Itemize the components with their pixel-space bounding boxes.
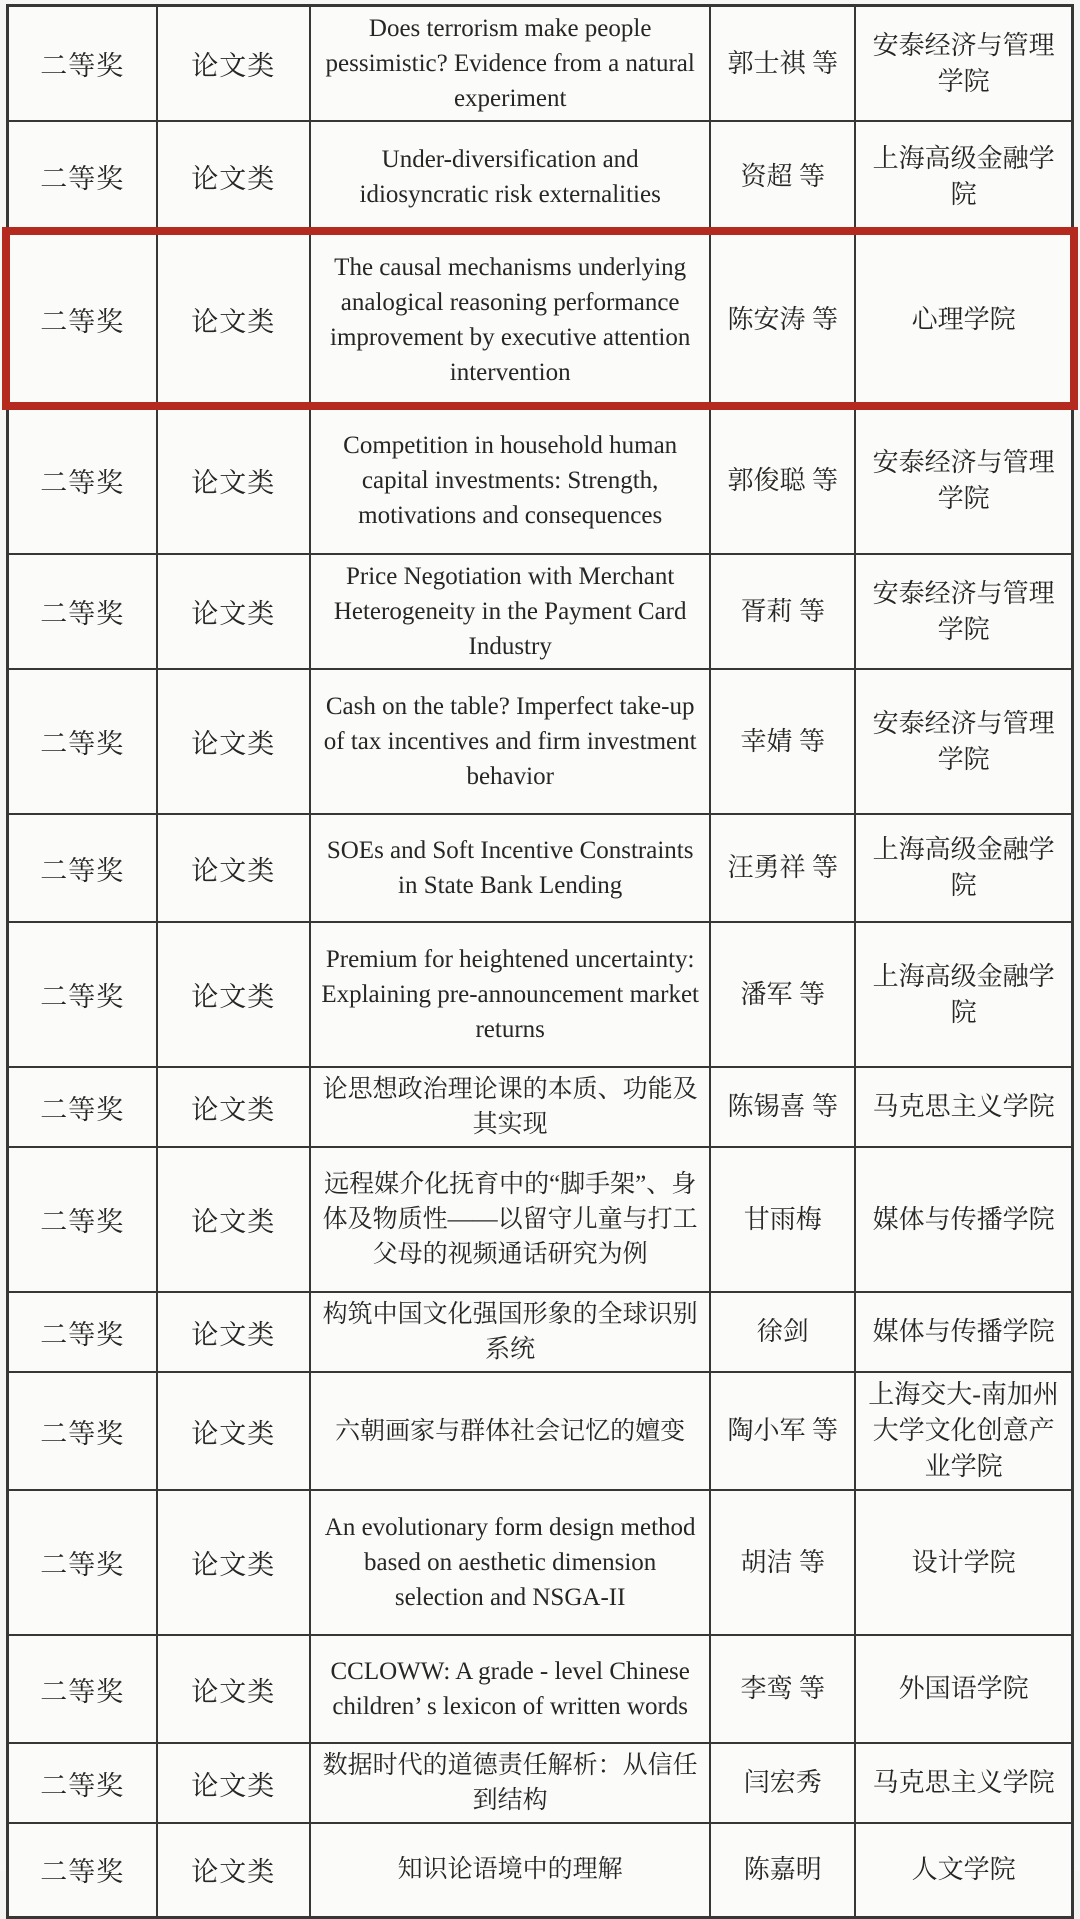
category-cell: 论文类 [157,922,310,1067]
college-cell: 安泰经济与管理学院 [855,6,1072,122]
table-row [8,1823,1073,1917]
title-cell: Price Negotiation with Merchant Heterogeneity in the Payment Card Industry [310,554,710,669]
award-cell: 二等奖 [8,554,157,669]
authors-cell: 甘雨梅 [710,1147,855,1292]
authors-cell: 李鸾 等 [710,1635,855,1743]
title-cell: An evolutionary form design method based on aesthetic dimension selection and NSGA-II [310,1490,710,1635]
title-cell: 知识论语境中的理解 [310,1823,710,1917]
college-cell: 人文学院 [855,1823,1072,1917]
authors-cell: 陶小军 等 [710,1372,855,1490]
category-cell: 论文类 [157,1067,310,1147]
award-cell: 二等奖 [8,232,157,407]
award-cell: 二等奖 [8,1372,157,1490]
table-row [8,121,1073,232]
award-cell: 二等奖 [8,1635,157,1743]
award-cell: 二等奖 [8,6,157,122]
table-row [8,814,1073,922]
title-cell: The causal mechanisms underlying analogical reasoning performance improvement by executive attention intervention [310,232,710,407]
table-row [8,232,1073,407]
title-cell: 构筑中国文化强国形象的全球识别系统 [310,1292,710,1372]
college-cell: 上海高级金融学院 [855,121,1072,232]
title-cell: Premium for heightened uncertainty: Explaining pre-announcement market returns [310,922,710,1067]
award-cell: 二等奖 [8,1292,157,1372]
college-cell: 安泰经济与管理学院 [855,669,1072,814]
table-row [8,669,1073,814]
authors-cell: 陈安涛 等 [710,232,855,407]
awards-table [6,4,1074,1919]
award-cell: 二等奖 [8,1490,157,1635]
table-row [8,922,1073,1067]
college-cell: 上海交大-南加州大学文化创意产业学院 [855,1372,1072,1490]
college-cell: 上海高级金融学院 [855,814,1072,922]
college-cell: 心理学院 [855,232,1072,407]
title-cell: Cash on the table? Imperfect take-up of tax incentives and firm investment behavior [310,669,710,814]
title-cell: 数据时代的道德责任解析：从信任到结构 [310,1743,710,1823]
authors-cell: 郭士祺 等 [710,6,855,122]
category-cell: 论文类 [157,669,310,814]
authors-cell: 陈嘉明 [710,1823,855,1917]
award-cell: 二等奖 [8,1743,157,1823]
authors-cell: 潘军 等 [710,922,855,1067]
category-cell: 论文类 [157,1372,310,1490]
title-cell: Under-diversification and idiosyncratic risk externalities [310,121,710,232]
award-cell: 二等奖 [8,669,157,814]
category-cell: 论文类 [157,1823,310,1917]
award-cell: 二等奖 [8,922,157,1067]
table-row [8,1292,1073,1372]
college-cell: 媒体与传播学院 [855,1292,1072,1372]
table-row [8,1490,1073,1635]
category-cell: 论文类 [157,1147,310,1292]
authors-cell: 资超 等 [710,121,855,232]
category-cell: 论文类 [157,6,310,122]
college-cell: 马克思主义学院 [855,1743,1072,1823]
authors-cell: 汪勇祥 等 [710,814,855,922]
title-cell: Competition in household human capital investments: Strength, motivations and consequences [310,407,710,554]
title-cell: Does terrorism make people pessimistic? Evidence from a natural experiment [310,6,710,122]
award-cell: 二等奖 [8,814,157,922]
category-cell: 论文类 [157,554,310,669]
award-cell: 二等奖 [8,121,157,232]
category-cell: 论文类 [157,814,310,922]
table-row [8,1147,1073,1292]
title-cell: 论思想政治理论课的本质、功能及其实现 [310,1067,710,1147]
college-cell: 上海高级金融学院 [855,922,1072,1067]
award-cell: 二等奖 [8,1067,157,1147]
table-row [8,1635,1073,1743]
category-cell: 论文类 [157,1635,310,1743]
college-cell: 安泰经济与管理学院 [855,554,1072,669]
title-cell: 远程媒介化抚育中的“脚手架”、身体及物质性——以留守儿童与打工父母的视频通话研究为例 [310,1147,710,1292]
college-cell: 安泰经济与管理学院 [855,407,1072,554]
table-row [8,1743,1073,1823]
authors-cell: 郭俊聪 等 [710,407,855,554]
college-cell: 马克思主义学院 [855,1067,1072,1147]
award-cell: 二等奖 [8,1147,157,1292]
title-cell: SOEs and Soft Incentive Constraints in State Bank Lending [310,814,710,922]
award-cell: 二等奖 [8,407,157,554]
authors-cell: 闫宏秀 [710,1743,855,1823]
authors-cell: 胥莉 等 [710,554,855,669]
table-row [8,6,1073,122]
college-cell: 外国语学院 [855,1635,1072,1743]
awards-table-wrap [6,4,1074,1919]
title-cell: 六朝画家与群体社会记忆的嬗变 [310,1372,710,1490]
table-row [8,1372,1073,1490]
award-cell: 二等奖 [8,1823,157,1917]
category-cell: 论文类 [157,1743,310,1823]
authors-cell: 幸婧 等 [710,669,855,814]
category-cell: 论文类 [157,232,310,407]
table-row [8,407,1073,554]
authors-cell: 陈锡喜 等 [710,1067,855,1147]
title-cell: CCLOWW: A grade - level Chinese children’ s lexicon of written words [310,1635,710,1743]
category-cell: 论文类 [157,1292,310,1372]
table-row [8,1067,1073,1147]
category-cell: 论文类 [157,1490,310,1635]
category-cell: 论文类 [157,121,310,232]
category-cell: 论文类 [157,407,310,554]
table-row [8,554,1073,669]
college-cell: 设计学院 [855,1490,1072,1635]
college-cell: 媒体与传播学院 [855,1147,1072,1292]
authors-cell: 胡洁 等 [710,1490,855,1635]
authors-cell: 徐剑 [710,1292,855,1372]
